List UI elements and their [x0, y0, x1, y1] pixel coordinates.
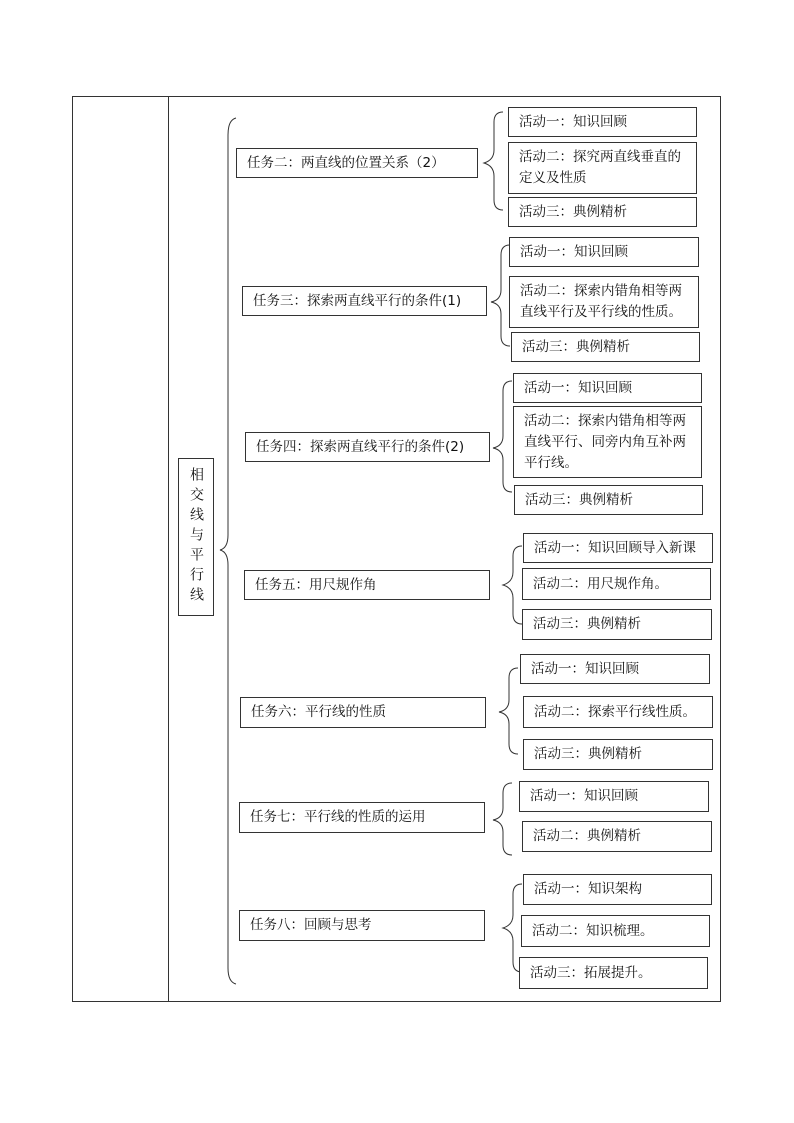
brace-task-2	[484, 112, 503, 210]
task-2-box: 任务二：两直线的位置关系（2）	[236, 148, 478, 178]
task-5-activity-1: 活动一：知识回顾导入新课	[523, 533, 713, 563]
task-6-activity-2: 活动二：探索平行线性质。	[523, 696, 713, 728]
task-7-activity-1: 活动一：知识回顾	[519, 781, 709, 812]
task-4-activity-1: 活动一：知识回顾	[513, 373, 702, 403]
task-4-activity-3: 活动三：典例精析	[514, 485, 703, 515]
task-3-activity-1: 活动一：知识回顾	[509, 237, 699, 267]
task-6-box: 任务六：平行线的性质	[240, 697, 486, 728]
task-2-activity-3: 活动三：典例精析	[508, 197, 697, 227]
task-3-activity-3: 活动三：典例精析	[511, 332, 700, 362]
unit-title: 相交线与平行线	[178, 458, 214, 616]
brace-task-7	[493, 783, 512, 855]
main-brace	[220, 118, 236, 984]
task-7-activity-2: 活动二：典例精析	[522, 821, 712, 852]
task-8-activity-1: 活动一：知识架构	[523, 874, 712, 905]
task-6-activity-1: 活动一：知识回顾	[520, 654, 710, 684]
task-2-activity-1: 活动一：知识回顾	[508, 107, 697, 137]
task-3-activity-2: 活动二：探索内错角相等两直线平行及平行线的性质。	[509, 276, 699, 328]
task-2-activity-2: 活动二：探究两直线垂直的定义及性质	[508, 142, 697, 194]
task-7-box: 任务七：平行线的性质的运用	[239, 802, 485, 833]
task-3-box: 任务三：探索两直线平行的条件(1)	[242, 286, 487, 316]
task-5-activity-2: 活动二：用尺规作角。	[522, 568, 711, 600]
brace-task-3	[491, 245, 510, 346]
task-5-box: 任务五：用尺规作角	[244, 570, 490, 600]
task-6-activity-3: 活动三：典例精析	[523, 739, 713, 770]
task-8-activity-2: 活动二：知识梳理。	[521, 915, 710, 947]
brace-task-4	[493, 381, 512, 492]
brace-task-5	[503, 546, 522, 624]
brace-task-6	[499, 668, 518, 754]
task-8-activity-3: 活动三：拓展提升。	[519, 957, 708, 989]
task-5-activity-3: 活动三：典例精析	[522, 609, 712, 640]
task-8-box: 任务八：回顾与思考	[239, 910, 485, 941]
task-4-activity-2: 活动二：探索内错角相等两直线平行、同旁内角互补两平行线。	[513, 406, 702, 478]
task-4-box: 任务四：探索两直线平行的条件(2)	[245, 432, 490, 462]
